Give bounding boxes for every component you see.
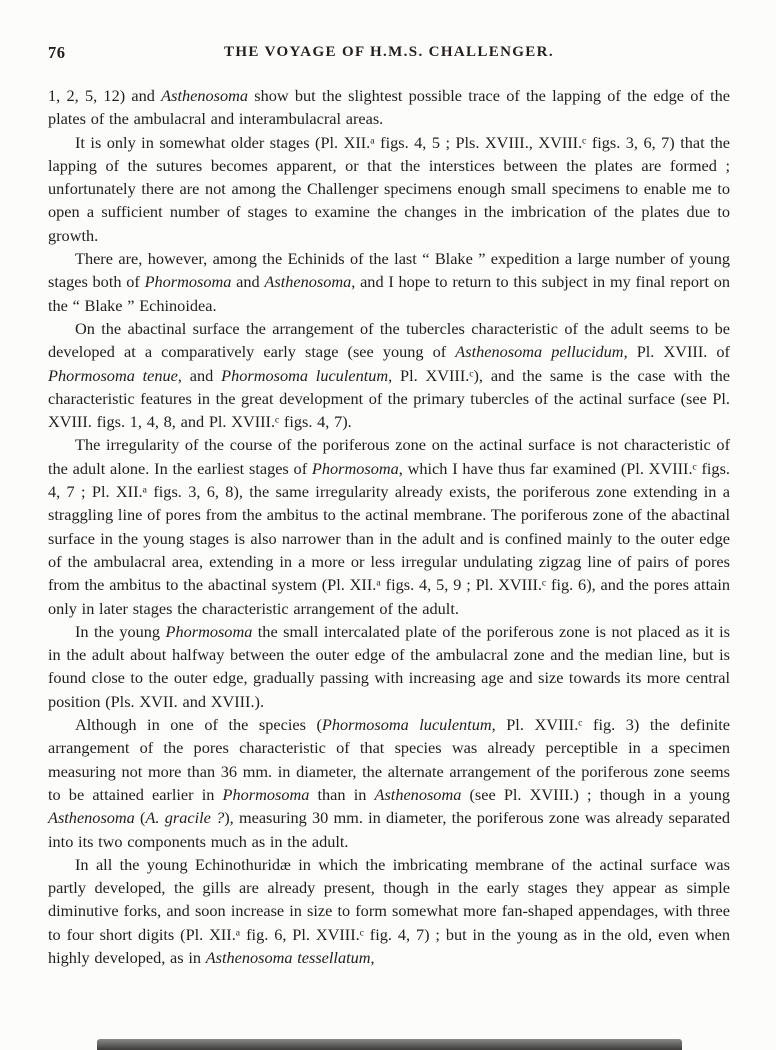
- paragraph: [48, 713, 730, 853]
- text-run: , Pl. XVIII.ᶜ fig. 3) the definite arrangement of the pores characteristic of that species was already perceptible in a specimen measuring not more than 36 mm. in diameter, the alternate arrangement of the poriferous zone seems to be attained earlier in: [48, 715, 731, 804]
- text-run: than in: [309, 784, 375, 804]
- text-run: ,: [370, 947, 375, 967]
- species-name: Asthenosoma tessellatum: [205, 947, 371, 967]
- text-run: 1, 2, 5, 12) and: [48, 86, 162, 105]
- paragraph: [48, 317, 730, 433]
- species-name: Phormosoma: [222, 784, 310, 804]
- paragraph: [48, 84, 730, 131]
- species-name: Asthenosoma: [161, 86, 248, 105]
- paragraph: [48, 620, 730, 713]
- text-run: (: [134, 808, 146, 828]
- text-run: the small intercalated plate of the poriferous zone is not placed as it is in the adult about halfway between the outer edge of the ambulacral zone and the median line, but is found close to the outer edge, gradually passing with increasing age and size towards its more central position (Pls. XVII. and XVIII.).: [48, 621, 730, 711]
- text-run: On the abactinal surface the arrangement of the tubercles characteristic of the adult seems to be developed at a comparatively early stage (see young of: [48, 318, 730, 362]
- text-run: and: [231, 272, 265, 292]
- species-name: Phormosoma: [311, 458, 399, 478]
- paragraph: [48, 131, 730, 247]
- species-name: Phormosoma: [144, 272, 232, 292]
- text-run: , Pl. XVIII. of: [623, 342, 730, 362]
- paragraph: [48, 433, 730, 619]
- species-name: Asthenosoma: [264, 272, 352, 292]
- text-block: [48, 84, 730, 969]
- text-run: , and I hope to return to this subject in my final report on the “ Blake ” Echinoidea.: [48, 272, 730, 315]
- species-name: A. gracile ?: [145, 808, 225, 828]
- species-name: Phormosoma: [165, 621, 253, 641]
- paragraph: [48, 853, 730, 969]
- species-name: Asthenosoma: [374, 784, 462, 804]
- text-run: ), measuring 30 mm. in diameter, the poriferous zone was already separated into its two components much as in the adult.: [48, 808, 730, 851]
- text-run: There are, however, among the Echinids of the last “ Blake ” expedition a large number of young stages both of: [48, 249, 730, 292]
- text-run: show but the slightest possible trace of the lapping of the edge of the plates of the ambulacral and interambulacral areas.: [48, 86, 730, 129]
- text-run: In all the young Echinothuridæ in which the imbricating membrane of the actinal surface was partly developed, the gills are already present, though in the early stages they appear as simple diminutive forks, and soon increase in size to form somewhat more fan-shaped appendages, with three to four short digits (Pl. XII.ᵃ fig. 6, Pl. XVIII.ᶜ fig. 4, 7) ; but in the young as in the old, even when highly developed, as in: [48, 854, 730, 967]
- text-run: (see Pl. XVIII.) ; though in a young: [461, 784, 730, 804]
- text-run: The irregularity of the course of the poriferous zone on the actinal surface is not characteristic of the adult alone. In the earliest stages of: [48, 435, 730, 478]
- species-name: Phormosoma luculentum: [221, 365, 389, 385]
- paragraph: [48, 247, 730, 317]
- text-run: It is only in somewhat older stages (Pl. XII.ᵃ figs. 4, 5 ; Pls. XVIII., XVIII.ᶜ figs. 3, 6, 7) that the lapping of the sutures becomes apparent, or that the interstices between the plates are formed ; unfortunately there are not among the Challenger specimens enough small specimens to enable me to open a sufficient number of stages to examine the changes in the imbrication of the plates due to growth.: [48, 132, 730, 245]
- species-name: Asthenosoma: [48, 808, 135, 828]
- scan-shadow: [97, 1039, 682, 1050]
- page-header: [48, 42, 730, 64]
- text-run: In the young: [75, 621, 166, 641]
- running-title: THE VOYAGE OF H.M.S. CHALLENGER.: [224, 44, 554, 60]
- text-run: Although in one of the species (: [75, 715, 322, 735]
- text-run: , and: [177, 365, 222, 385]
- species-name: Phormosoma luculentum: [321, 715, 492, 735]
- species-name: Asthenosoma pellucidum: [455, 342, 624, 362]
- text-run: , Pl. XVIII.ᶜ), and the same is the case with the characteristic features in the great development of the primary tubercles of the actinal surface (see Pl. XVIII. figs. 1, 4, 8, and Pl. XVIII.ᶜ figs. 4, 7).: [48, 365, 730, 432]
- species-name: Phormosoma tenue: [48, 365, 178, 385]
- text-run: , which I have thus far examined (Pl. XVIII.ᶜ figs. 4, 7 ; Pl. XII.ᵃ figs. 3, 6, 8), the same irregularity already exists, the poriferous zone extending in a straggling line of pores from the ambitus to the actinal membrane. The poriferous zone of the abactinal surface in the young stages is also narrower than in the adult and is confined mainly to the outer edge of the ambulacral area, extending in a more or less irregular undulating zigzag line of pairs of pores from the ambitus to the abactinal system (Pl. XII.ᵃ figs. 4, 5, 9 ; Pl. XVIII.ᶜ fig. 6), and the pores attain only in later stages the characteristic arrangement of the adult.: [48, 458, 730, 618]
- page-number: 76: [48, 43, 66, 62]
